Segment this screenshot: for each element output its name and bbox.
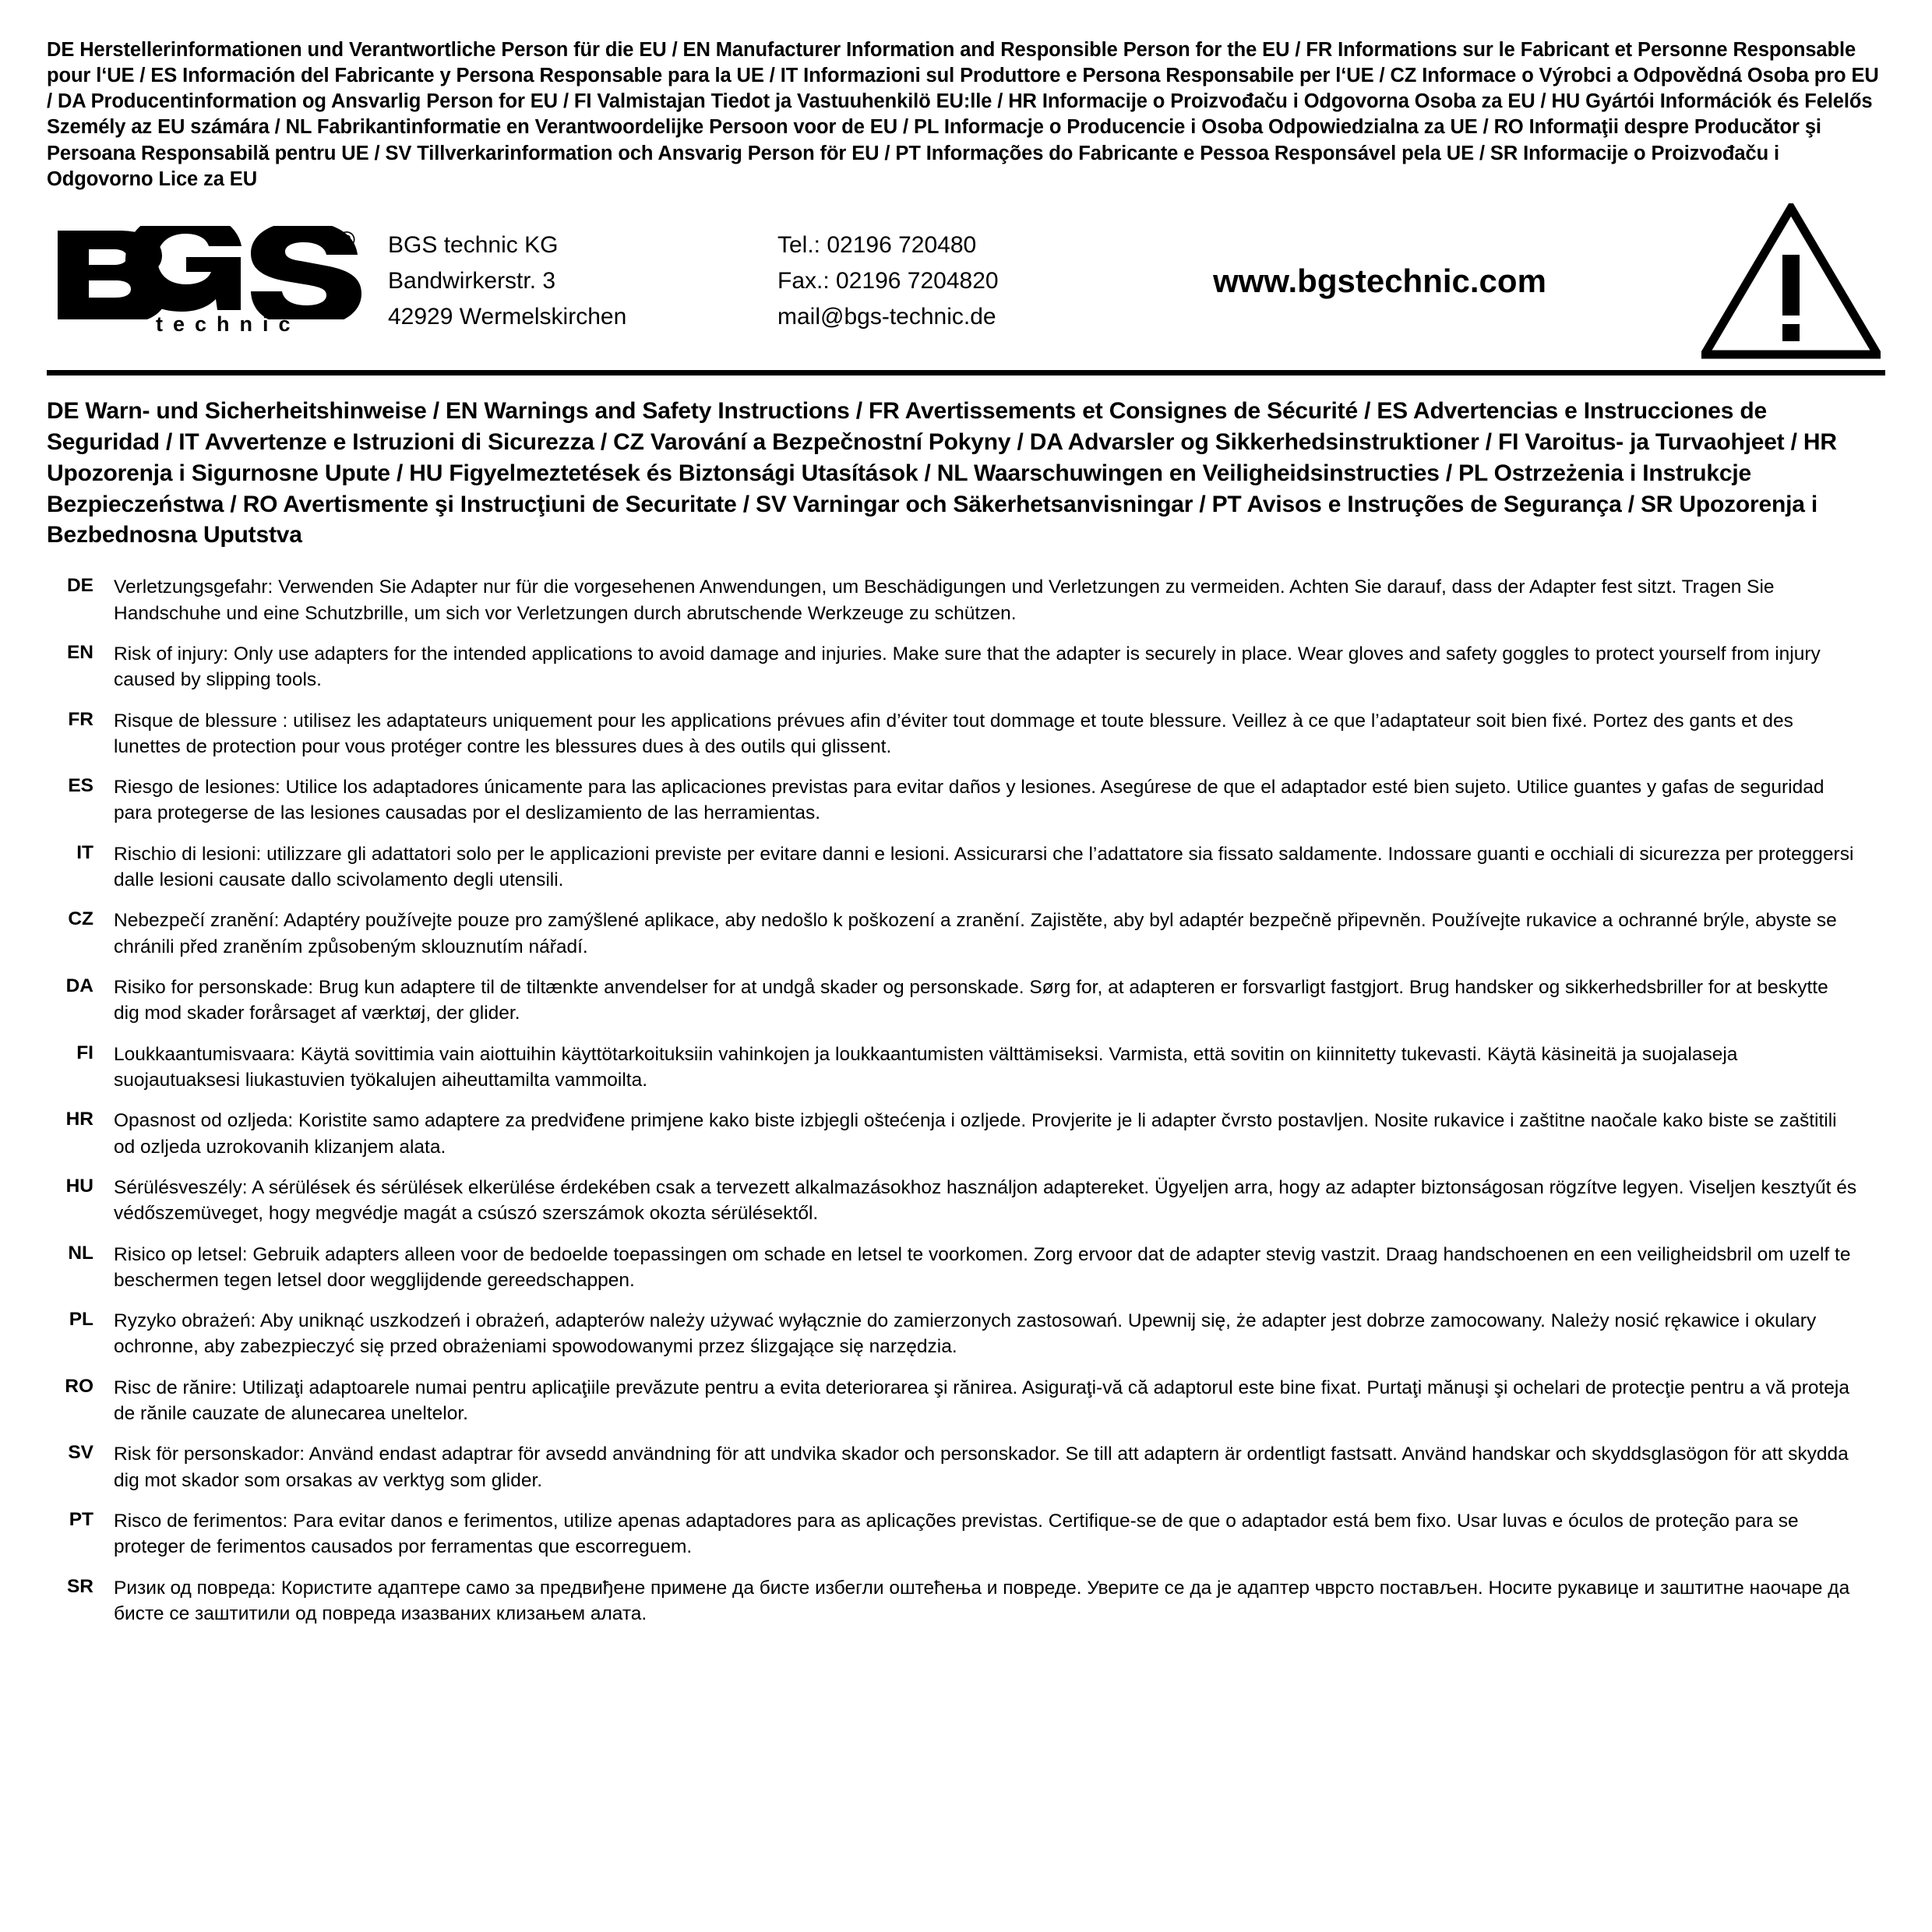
language-code: ES — [68, 775, 93, 797]
language-text: Opasnost od ozljeda: Koristite samo adaptere za predviđene primjene kako biste izbjegli oštećenja i ozljede. Provjerite je li adapter čvrsto postavljen. Nosite rukavice i zaštitne naočale kako biste se zaštitili od ozljeda uzrokovanih klizanjem alata. — [114, 1110, 1837, 1158]
list-item — [47, 774, 1885, 827]
list-item — [47, 641, 1885, 693]
company-name: BGS technic KG — [388, 232, 559, 259]
language-code: PL — [69, 1309, 93, 1331]
language-text: Risiko for personskade: Brug kun adaptere til de tiltænkte anvendelser for at undgå skader og personskade. Sørg for, at adapteren er forsvarligt fastgjort. Brug handsker og sikkerhedsbriller for at beskytte dig mod skader forårsaget af værktøj, der glider. — [114, 977, 1828, 1024]
list-item — [47, 1441, 1885, 1493]
list-item — [47, 574, 1885, 626]
warning-triangle — [1686, 203, 1885, 359]
language-code: SV — [68, 1442, 93, 1464]
language-code: SR — [66, 1575, 93, 1597]
language-text: Loukkaantumisvaara: Käytä sovittimia vain aiottuihin käyttötarkoituksiin vahinkojen ja loukkaantumisten välttämiseksi. Varmista, että sovitin on kiinnitetty tukevasti. Käytä käsineitä ja suojalaseja suojautuaksesi liukastuvien työkalujen aiheuttamilta vammoilta. — [114, 1043, 1738, 1091]
list-item — [47, 708, 1885, 760]
company-street: Bandwirkerstr. 3 — [388, 268, 556, 294]
company-website[interactable]: www.bgstechnic.com — [1213, 262, 1546, 299]
company-contact — [777, 227, 1105, 334]
language-text: Riesgo de lesiones: Utilice los adaptadores únicamente para las aplicaciones previstas para evitar daños y lesiones. Asegúrese de que el adaptador esté bien sujeto. Utilice guantes y gafas de seguridad para protegerse de las lesiones causadas por el deslizamiento de las herramientas. — [114, 777, 1824, 824]
language-code: PT — [69, 1509, 93, 1531]
list-item — [47, 1575, 1885, 1627]
language-text: Risco de ferimentos: Para evitar danos e ferimentos, utilize apenas adaptadores para as aplicações previstas. Certifique-se de que o adaptador está bem fixo. Usar luvas e óculos de proteção para se proteger de ferimentos causados por ferramentas que escorreguem. — [114, 1511, 1799, 1558]
company-info-bar — [47, 203, 1885, 375]
language-text: Rischio di lesioni: utilizzare gli adattatori solo per le applicazioni previste per evitare danni e lesioni. Assicurarsi che l’adattatore sia fissato saldamente. Indossare guanti e occhiali di sicurezza per proteggersi dalle lesioni causate dallo scivolamento degli utensili. — [114, 843, 1854, 891]
list-item — [47, 1308, 1885, 1360]
language-text: Ризик од повреда: Користите адаптере само за предвиђене примене да бисте избегли оштећења и повреде. Уверите се да је адаптер чврсто постављен. Носите рукавице и заштитне наочаре да бисте се заштитили од повреда изазваних клизањем алата. — [114, 1577, 1850, 1624]
company-city: 42929 Wermelskirchen — [388, 303, 627, 330]
language-code: HU — [65, 1175, 93, 1197]
language-text: Risque de blessure : utilisez les adaptateurs uniquement pour les applications prévues afin d’éviter tout dommage et toute blessure. Veillez à ce que l’adaptateur soit bien fixé. Portez des gants et des lunettes de protection pour vous protéger contre les blessures dues à des outils qui glissent. — [114, 710, 1793, 757]
language-code: EN — [66, 641, 93, 663]
registered-trademark-symbol: ® — [337, 227, 355, 253]
list-item — [47, 1175, 1885, 1227]
language-text: Risico op letsel: Gebruik adapters alleen voor de bedoelde toepassingen om schade en letsel te voorkomen. Zorg ervoor dat de adapter stevig vastzit. Draag handschoenen en een veiligheidsbril om uzelf te beschermen tegen letsel door wegglijdende gereedschappen. — [114, 1243, 1851, 1291]
list-item — [47, 841, 1885, 894]
language-code: RO — [65, 1375, 93, 1397]
list-item — [47, 1042, 1885, 1094]
language-code: DE — [66, 575, 93, 597]
language-code: CZ — [68, 908, 93, 930]
language-code: DA — [65, 975, 93, 997]
warnings-safety-heading: DE Warn- und Sicherheitshinweise / EN Warnings and Safety Instructions / FR Avertissements et Consignes de Sécurité / ES Advertencias e Instrucciones de Seguridad / IT Avvertenze e Istruzioni di Sicurezza / CZ Varování a Bezpečnostní Pokyny / DA Advarsler og Sikkerhedsinstruktioner / FI Varoitus- ja Turvaohjeet / HR Upozorenja i Sigurnosne Upute / HU Figyelmeztetések és Biztonsági Utasítások / NL Waarschuwingen en Veiligheidsinstructies / PL Ostrzeżenia i Instrukcje Bezpieczeństwa / RO Avertismente şi Instrucţiuni de Securitate / SV Varningar och Säkerhetsanvisningar / PT Avisos e Instruções de Segurança / SR Upozorenja i Bezbednosna Uputstva — [47, 397, 1837, 548]
list-item — [47, 1108, 1885, 1160]
language-text: Risk för personskador: Använd endast adaptrar för avsedd användning för att undvika skador och personskador. Se till att adaptern är ordentligt fastsatt. Använd handskar och skyddsglasögon för att skydda dig mot skador som orsakas av verktyg som glider. — [114, 1444, 1849, 1491]
language-paragraph-list — [47, 574, 1885, 1627]
list-item — [47, 1375, 1885, 1427]
language-text: Sérülésveszély: A sérülések és sérülések elkerülése érdekében csak a tervezett alkalmazásokhoz használjon adaptereket. Ügyeljen arra, hogy az adapter biztonságosan rögzítve legyen. Viseljen kesztyűt és védőszemüveget, hogy megvédje magát a csúszó szerszámok okozta sérülésektől. — [114, 1176, 1857, 1225]
list-item — [47, 975, 1885, 1027]
list-item — [47, 908, 1885, 960]
manufacturer-info-heading: DE Herstellerinformationen und Verantwortliche Person für die EU / EN Manufacturer Information and Responsible Person for the EU / FR Informations sur le Fabricant et Personne Responsable pour l‘UE / ES Información del Fabricante y Persona Responsable para la UE / IT Informazioni sul Produttore e Persona Responsabile per l‘UE / CZ Informace o Výrobci a Odpovědná Osoba pro EU / DA Producentinformation og Ansvarlig Person for EU / FI Valmistajan Tiedot ja Vastuuhenkilö EU:lle / HR Informacije o Proizvođaču i Odgovorna Osoba za EU / HU Gyártói Információk és Felelős Személy az EU számára / NL Fabrikantinformatie en Verantwoordelijke Persoon voor de EU / PL Informacje o Producencie i Osoba Odpowiedzialna za UE / RO Informaţii despre Producător şi Persoana Responsabilă pentru UE / SV Tillverkarinformation och Ansvarig Person för EU / PT Informações do Fabricante e Pessoa Responsável pela UE / SR Informacije o Proizvođaču i Odgovorno Lice za EU — [47, 39, 1879, 190]
company-email[interactable]: mail@bgs-technic.de — [777, 303, 996, 330]
language-code: IT — [76, 841, 93, 863]
list-item — [47, 1242, 1885, 1294]
list-item — [47, 1508, 1885, 1560]
language-text: Risk of injury: Only use adapters for the intended applications to avoid damage and injuries. Make sure that the adapter is securely in place. Wear gloves and safety goggles to protect yourself from injury caused by slipping tools. — [114, 643, 1821, 691]
company-fax: Fax.: 02196 7204820 — [777, 268, 999, 294]
language-text: Ryzyko obrażeń: Aby uniknąć uszkodzeń i obrażeń, adapterów należy używać wyłącznie do zamierzonych zastosowań. Upewnij się, że adapter jest dobrze zamocowany. Należy nosić rękawice i okulary ochronne, aby zabezpieczyć się przed obrażeniami spowodowanymi przez ślizgające się narzędzia. — [114, 1310, 1817, 1358]
bgs-logo-icon — [53, 226, 365, 319]
language-code: FR — [68, 708, 93, 730]
logo-subtext: technic — [156, 312, 301, 336]
language-text: Verletzungsgefahr: Verwenden Sie Adapter nur für die vorgesehenen Anwendungen, um Beschädigungen und Verletzungen zu vermeiden. Achten Sie darauf, dass der Adapter fest sitzt. Tragen Sie Handschuhe und eine Schutzbrille, um sich vor Verletzungen durch abrutschende Werkzeuge zu schützen. — [114, 576, 1775, 624]
bgs-logo — [47, 226, 388, 337]
language-code: FI — [76, 1042, 93, 1063]
language-text: Risc de rănire: Utilizaţi adaptoarele numai pentru aplicaţiile prevăzute pentru a evita deteriorarea şi rănirea. Asiguraţi-vă că adaptorul este bine fixat. Purtaţi mănuşi şi ochelari de protecţie pentru a vă proteja de rănile cauzate de alunecarea uneltelor. — [114, 1377, 1849, 1425]
language-text: Nebezpečí zranění: Adaptéry používejte pouze pro zamýšlené aplikace, aby nedošlo k poškození a zranění. Zajistěte, aby byl adaptér bezpečně připevněn. Používejte rukavice a ochranné brýle, abyste se chránili před zraněním způsobeným sklouznutím nářadí. — [114, 910, 1837, 957]
company-address — [388, 227, 777, 334]
language-code: HR — [65, 1109, 93, 1130]
warning-triangle-icon — [1701, 203, 1881, 359]
language-code: NL — [68, 1242, 93, 1264]
company-telephone: Tel.: 02196 720480 — [777, 232, 977, 259]
